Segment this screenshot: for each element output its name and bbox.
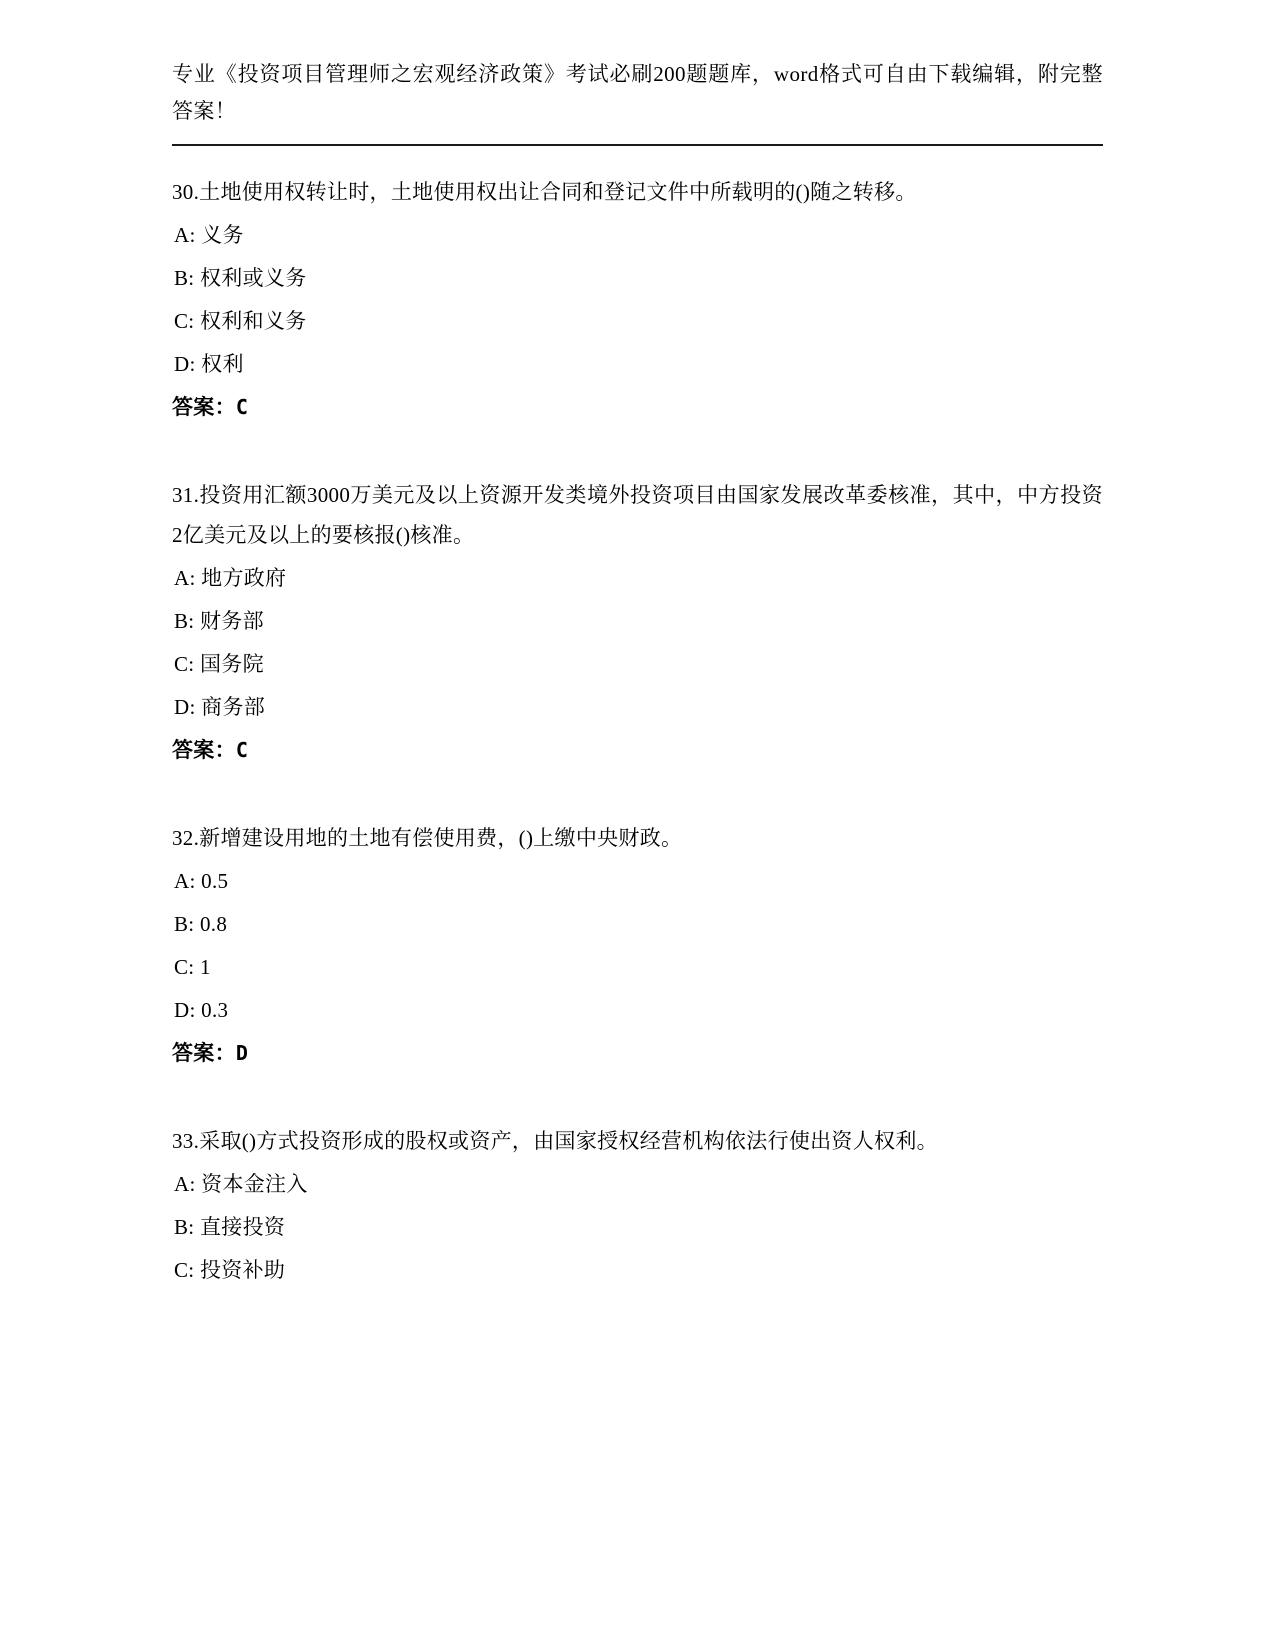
answer-label: 答案： [172,1041,236,1065]
answer-line [172,729,1103,772]
question-stem: 33.采取()方式投资形成的股权或资产，由国家授权经营机构依法行使出资人权利。 [172,1129,938,1153]
question-option: D: 权利 [174,352,244,376]
question-stem: 32.新增建设用地的土地有偿使用费，()上缴中央财政。 [172,826,683,850]
question-option: D: 0.3 [174,998,229,1022]
question-block [172,172,1103,429]
question-stem: 31.投资用汇额3000万美元及以上资源开发类境外投资项目由国家发展改革委核准，其中，中方投资2亿美元及以上的要核报()核准。 [172,483,1103,547]
question-option: A: 资本金注入 [174,1172,308,1196]
question-option: B: 直接投资 [174,1215,286,1239]
question-option: A: 0.5 [174,869,229,893]
question-option: C: 权利和义务 [174,309,307,333]
question-block [172,475,1103,772]
answer-value: C [235,738,249,762]
answer-label: 答案： [172,395,236,419]
question-option: B: 0.8 [174,912,228,936]
question-option: B: 财务部 [174,609,264,633]
question-option: C: 1 [174,955,211,979]
answer-line [172,386,1103,429]
header-divider [172,144,1103,146]
question-block [172,818,1103,1075]
question-option: A: 义务 [174,223,244,247]
document-header: 专业《投资项目管理师之宏观经济政策》考试必刷200题题库，word格式可自由下载编辑，附完整答案！ [172,62,1103,123]
answer-value: D [235,1041,249,1065]
answer-value: C [235,395,249,419]
question-option: A: 地方政府 [174,566,287,590]
question-option: B: 权利或义务 [174,266,307,290]
answer-line [172,1032,1103,1075]
question-option: C: 国务院 [174,652,264,676]
question-stem: 30.土地使用权转让时，土地使用权出让合同和登记文件中所载明的()随之转移。 [172,180,917,204]
answer-label: 答案： [172,738,236,762]
question-block [172,1121,1103,1292]
question-option: D: 商务部 [174,695,266,719]
question-option: C: 投资补助 [174,1258,286,1282]
